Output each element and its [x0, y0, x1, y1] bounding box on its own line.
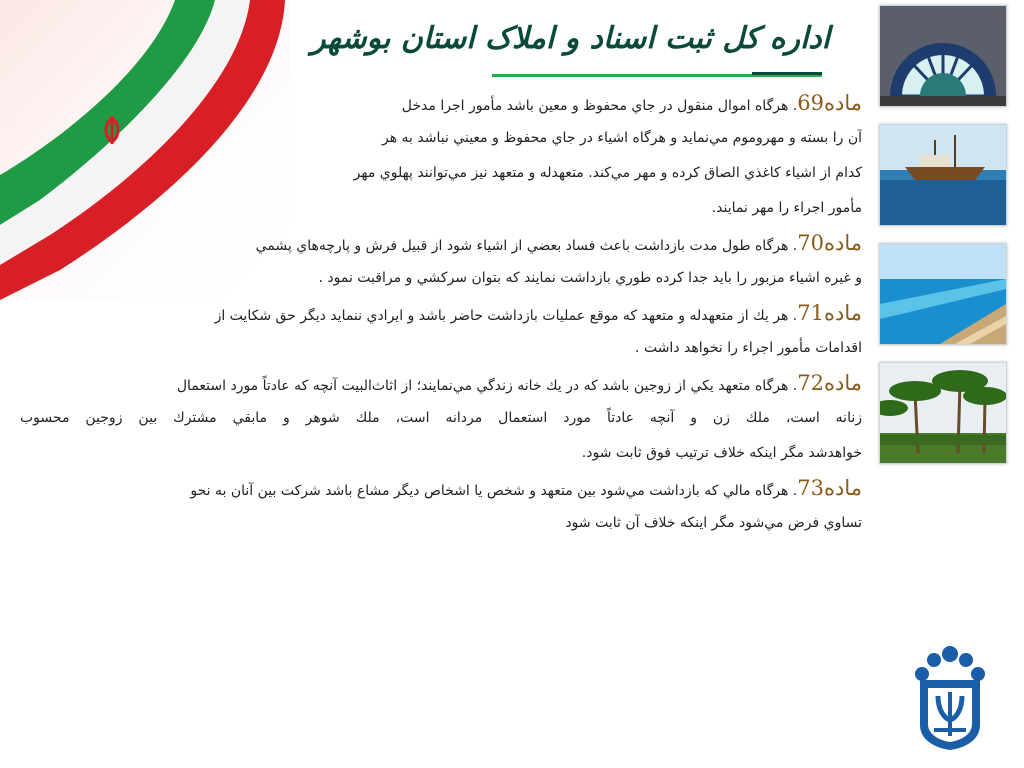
article-label: ماده69	[797, 91, 862, 115]
article-72	[20, 366, 862, 471]
article-70	[20, 226, 862, 296]
boat-on-sea-image	[879, 124, 1007, 226]
article-label: ماده70	[797, 231, 862, 255]
page-title: اداره کل ثبت اسناد و املاک استان بوشهر	[311, 21, 830, 56]
article-text-line: . هرگاه طول مدت بازداشت باعث فساد بعضي از اشياء شود از قبيل فرش و پارچه‌هاي پشمي	[255, 238, 798, 254]
article-text-line: اقدامات مأمور اجراء را نخواهد داشت .	[635, 340, 862, 356]
article-label: ماده73	[797, 476, 862, 500]
article-text-line: و غيره اشياء مزبور را بايد جدا كرده طوري بازداشت نمايند كه بتوان سركشي و مراقبت نمود .	[318, 270, 862, 286]
article-text-line: كدام از اشياء كاغذي الصاق كرده و مهر مي‌كند. متعهدله و متعهد نيز مي‌توانند پهلوي مهر	[353, 165, 862, 181]
title-underline	[492, 72, 822, 80]
article-text-line: . هرگاه اموال منقول در جاي محفوظ و معين باشد مأمور اجرا مدخل	[401, 98, 798, 114]
thumbnail-column	[879, 5, 1007, 481]
article-text-line: آن را بسته و مهروموم مي‌نمايد و هرگاه اشياء در جاي محفوظ و معيني نباشد به هر	[381, 130, 862, 146]
article-label: ماده71	[797, 301, 862, 325]
article-text-line: مأمور اجراء را مهر نمايند.	[711, 200, 862, 216]
article-71	[20, 296, 862, 366]
article-text-line: . هر يك از متعهدله و متعهد كه موقع عمليات بازداشت حاضر باشد و ايرادي ننمايد ديگر حق شكايت از	[214, 308, 798, 324]
registry-logo-icon	[910, 640, 990, 752]
article-text-line: زنانه است، ملك زن و آنچه عادتاً مورد استعمال مردانه است، ملك شوهر و مابقي مشترك بين زوجين محسوب	[20, 410, 862, 426]
article-text-line: خواهدشد مگر اينكه خلاف ترتيب فوق ثابت شود.	[581, 445, 862, 461]
article-text-line: تساوي فرض مي‌شود مگر اينكه خلاف آن ثابت شود	[565, 515, 862, 531]
articles-content	[20, 86, 862, 541]
coastal-beach-image	[879, 243, 1007, 345]
stained-glass-window-image	[879, 5, 1007, 107]
article-label: ماده72	[797, 371, 862, 395]
article-text-line: . هرگاه متعهد يكي از زوجين باشد كه در يك خانه زندگي مي‌نمايند؛ از اثاث‌البيت آنچه كه عادتاً مورد استعمال	[176, 378, 798, 394]
article-69	[20, 86, 862, 226]
article-73	[20, 471, 862, 541]
article-text-line: . هرگاه مالي كه بازداشت مي‌شود بين متعهد و شخص يا اشخاص ديگر مشاع باشد شركت بين آنان به نحو	[190, 483, 798, 499]
palm-grove-image	[879, 362, 1007, 464]
